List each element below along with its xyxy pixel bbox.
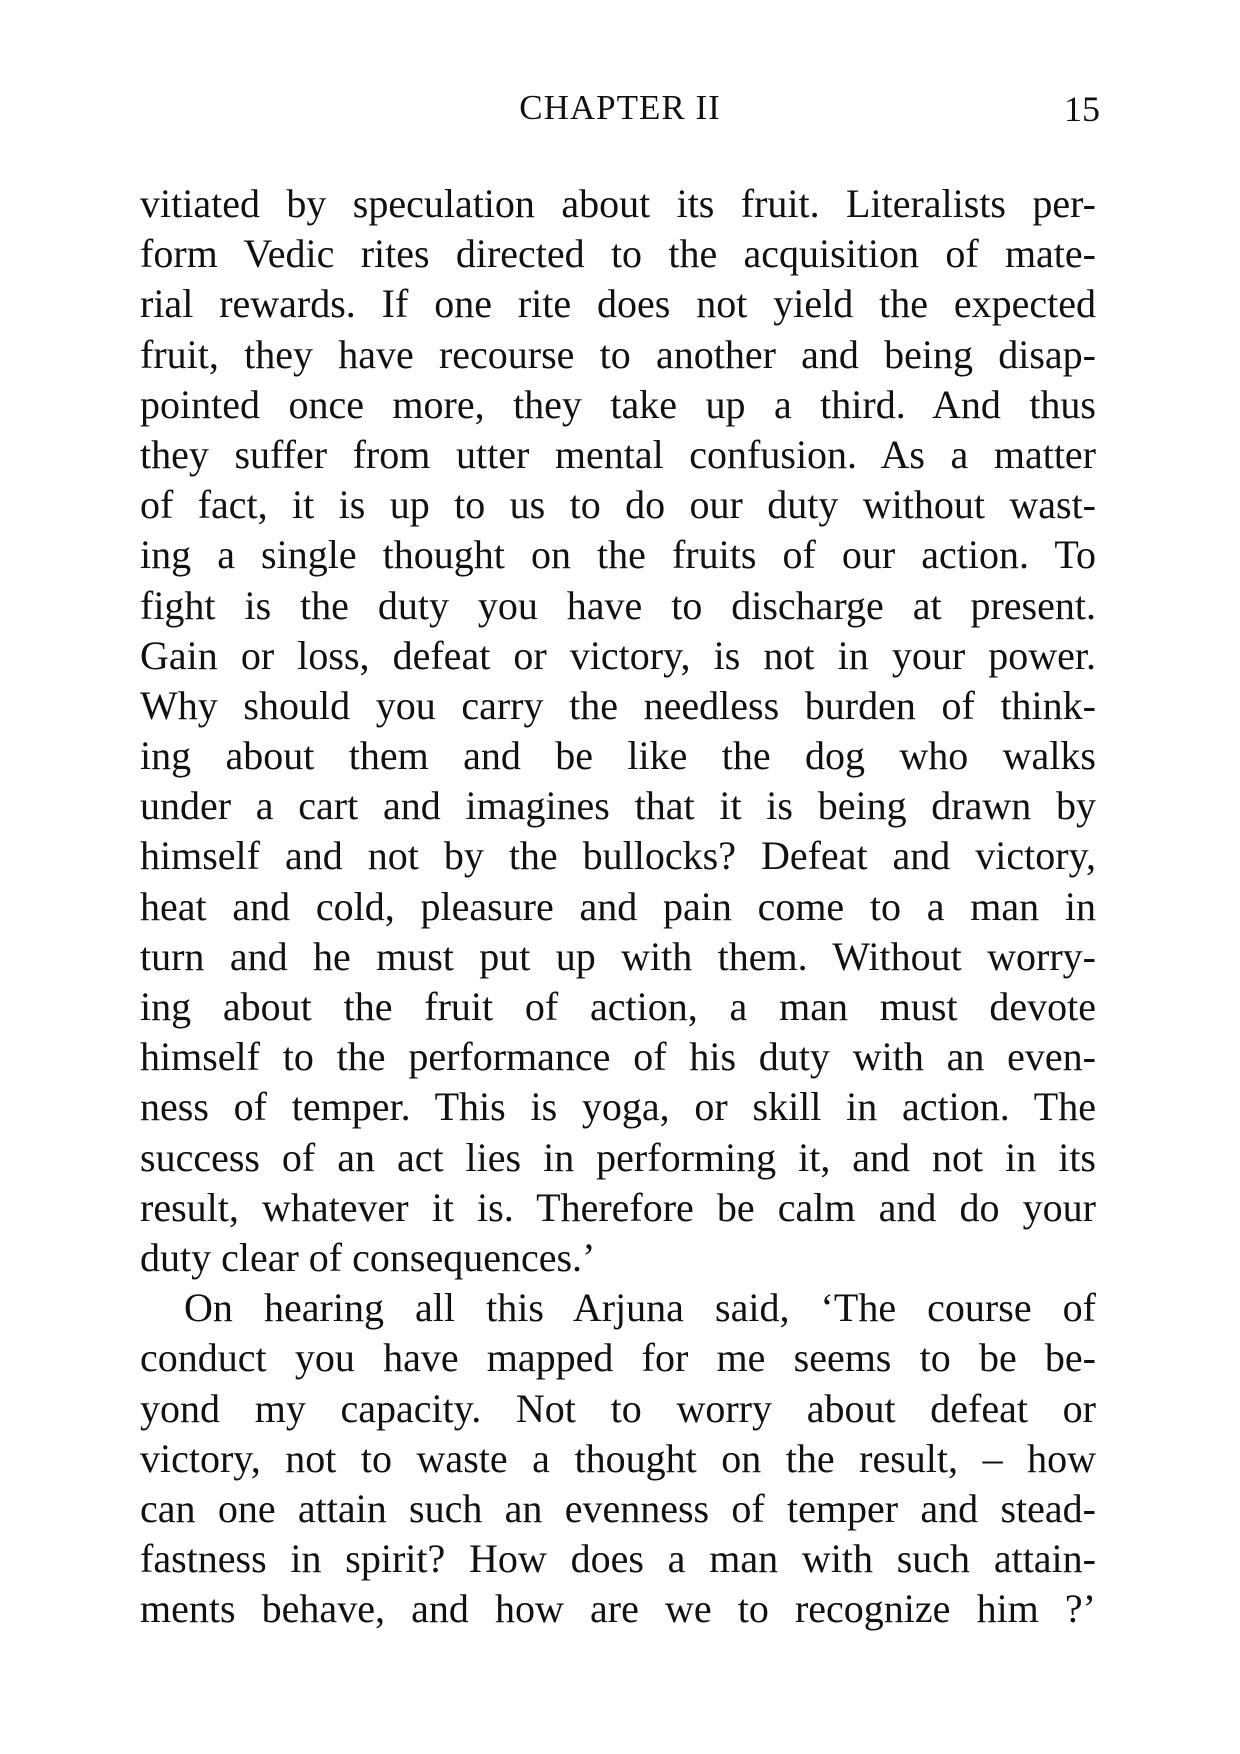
text-line: rial rewards. If one rite does not yield the expected	[140, 281, 1096, 327]
text-line: fastness in spirit? How does a man with such attain-	[140, 1536, 1096, 1582]
text-line: fight is the duty you have to discharge at present.	[140, 582, 1096, 628]
text-line: can one attain such an evenness of temper and stead-	[140, 1485, 1096, 1531]
text-line: of fact, it is up to us to do our duty without wast-	[140, 482, 1096, 528]
text-line: victory, not to waste a thought on the result, – how	[140, 1435, 1096, 1481]
text-line: success of an act lies in performing it, and not in its	[140, 1134, 1096, 1180]
text-line: under a cart and imagines that it is being drawn by	[140, 783, 1096, 829]
text-line: himself and not by the bullocks? Defeat and victory,	[140, 833, 1096, 879]
body-text	[140, 179, 1096, 1634]
text-line: vitiated by speculation about its fruit. Literalists per-	[140, 181, 1096, 226]
text-line: ing about them and be like the dog who walks	[140, 733, 1096, 779]
text-line: duty clear of consequences.’	[140, 1234, 596, 1280]
text-line: ing a single thought on the fruits of our action. To	[140, 532, 1096, 578]
text-line: On hearing all this Arjuna said, ‘The course of	[184, 1285, 1096, 1331]
text-line: yond my capacity. Not to worry about defeat or	[140, 1385, 1096, 1431]
text-line: pointed once more, they take up a third. And thus	[140, 381, 1096, 427]
text-line: form Vedic rites directed to the acquisition of mate-	[140, 231, 1096, 277]
text-line: they suffer from utter mental confusion. As a matter	[140, 431, 1096, 477]
paragraph	[140, 1283, 1096, 1634]
text-line: ing about the fruit of action, a man must devote	[140, 984, 1096, 1029]
text-line: fruit, they have recourse to another and being disap-	[140, 331, 1096, 377]
text-line: ments behave, and how are we to recognize him ?’	[140, 1586, 1096, 1632]
page-number: 15	[1064, 89, 1100, 129]
text-line: result, whatever it is. Therefore be calm and do your	[140, 1184, 1096, 1230]
text-line: Gain or loss, defeat or victory, is not in your power.	[140, 632, 1096, 678]
text-line: ness of temper. This is yoga, or skill in action. The	[140, 1084, 1096, 1130]
text-line: himself to the performance of his duty with an even-	[140, 1034, 1096, 1080]
text-line: Why should you carry the needless burden of think-	[140, 682, 1096, 728]
paragraph	[140, 179, 1096, 1283]
running-head	[0, 88, 1240, 132]
chapter-title: CHAPTER II	[519, 88, 721, 127]
text-line: turn and he must put up with them. Without worry-	[140, 933, 1096, 979]
text-line: heat and cold, pleasure and pain come to a man in	[140, 883, 1096, 929]
text-line: conduct you have mapped for me seems to be be-	[140, 1335, 1096, 1381]
